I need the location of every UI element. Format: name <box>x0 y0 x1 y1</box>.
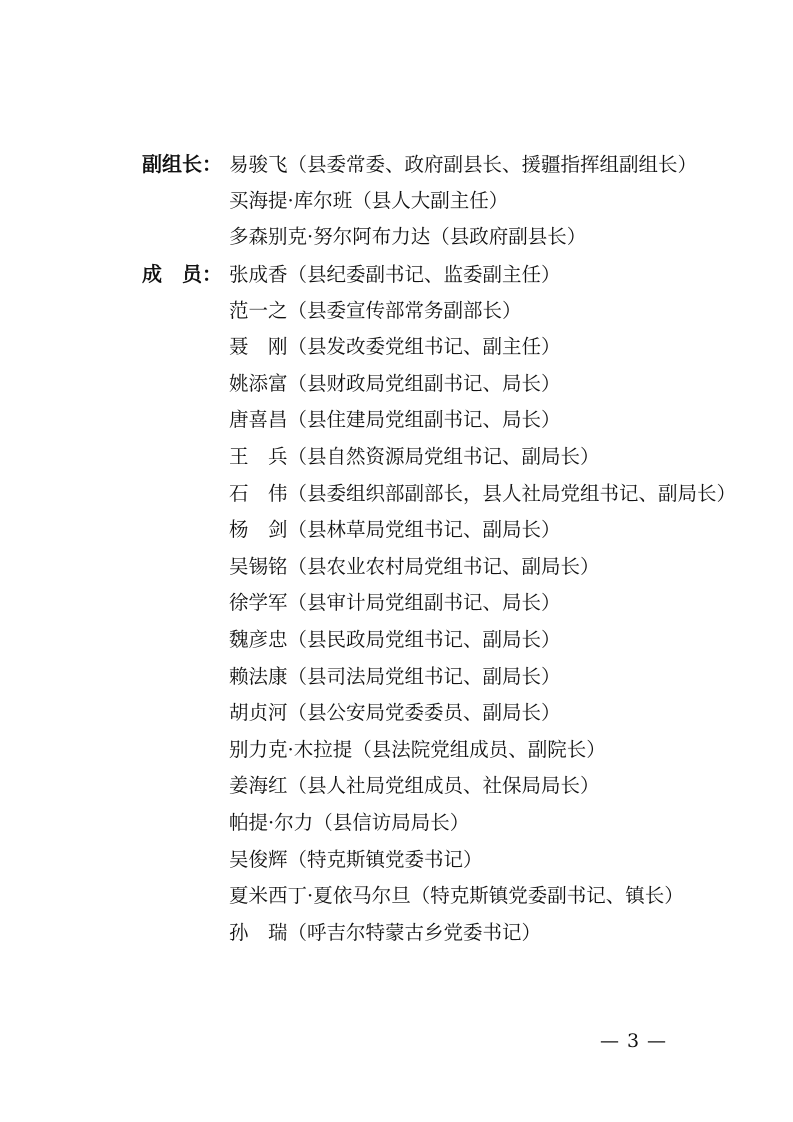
member-name: 吴俊辉 <box>229 847 288 871</box>
member-role: （呼吉尔特蒙古乡党委书记） <box>287 920 542 944</box>
member-name: 魏彦忠 <box>229 627 288 651</box>
member-name: 聂 刚 <box>229 335 288 359</box>
member-name: 易骏飞 <box>229 153 288 176</box>
list-item <box>142 585 742 622</box>
member-name: 买海提·库尔班 <box>229 188 353 212</box>
member-name: 唐喜昌 <box>229 408 288 432</box>
member-name: 杨 剑 <box>229 518 288 542</box>
list-item <box>142 439 742 476</box>
member-role: （县委组织部副部长，县人社局党组书记、副局长） <box>287 481 737 505</box>
member-name: 别力克·木拉提 <box>229 737 353 761</box>
list-item <box>142 146 742 183</box>
member-name: 姜海红 <box>229 774 288 798</box>
page-number: — 3 — <box>600 1030 667 1052</box>
list-item <box>142 768 742 805</box>
list-item <box>142 402 742 439</box>
member-role: （特克斯镇党委副书记、镇长） <box>410 884 684 908</box>
member-role: （县委常委、政府副县长、援疆指挥组副组长） <box>287 153 698 176</box>
list-item <box>142 183 742 220</box>
member-role: （县公安局党委委员、副局长） <box>287 701 561 725</box>
members-section <box>142 256 742 951</box>
member-role: （县委宣传部常务副部长） <box>287 298 522 322</box>
member-name: 赖法康 <box>229 664 288 688</box>
member-name: 姚添富 <box>229 371 288 395</box>
member-name: 帕提·尔力 <box>229 810 314 834</box>
member-role: （县人大副主任） <box>352 188 509 212</box>
member-name: 石 伟 <box>229 481 288 505</box>
member-name: 胡贞河 <box>229 701 288 725</box>
members-label: 成 员： <box>142 262 222 286</box>
member-role: （县人社局党组成员、社保局局长） <box>287 774 600 798</box>
member-role: （县自然资源局党组书记、副局长） <box>287 444 600 468</box>
list-item <box>142 366 742 403</box>
member-role: （县信访局局长） <box>313 810 470 834</box>
list-item <box>142 622 742 659</box>
list-item <box>142 256 742 293</box>
list-item <box>142 915 742 952</box>
list-item <box>142 732 742 769</box>
member-role: （县财政局党组副书记、局长） <box>287 371 561 395</box>
member-name: 孙 瑞 <box>229 920 288 944</box>
member-role: （县政府副县长） <box>430 225 587 249</box>
member-role: （县林草局党组书记、副局长） <box>287 518 561 542</box>
member-role: （县民政局党组书记、副局长） <box>287 627 561 651</box>
vice-leaders-label: 副组长： <box>142 152 222 176</box>
member-name: 张成香 <box>229 263 288 286</box>
member-role: （县司法局党组书记、副局长） <box>287 664 561 688</box>
list-item <box>142 512 742 549</box>
member-name: 王 兵 <box>229 444 288 468</box>
list-item <box>142 219 742 256</box>
list-item <box>142 695 742 732</box>
list-item <box>142 805 742 842</box>
list-item <box>142 842 742 879</box>
member-role: （特克斯镇党委书记） <box>287 847 483 871</box>
member-role: （县发改委党组书记、副主任） <box>287 335 561 359</box>
member-role: （县纪委副书记、监委副主任） <box>287 263 561 286</box>
member-role: （县住建局党组副书记、局长） <box>287 408 561 432</box>
member-name: 吴锡铭 <box>229 554 288 578</box>
list-item <box>142 549 742 586</box>
member-name: 夏米西丁·夏依马尔旦 <box>229 884 411 908</box>
vice-leaders-section <box>142 146 742 256</box>
list-item <box>142 329 742 366</box>
list-item <box>142 878 742 915</box>
list-item <box>142 476 742 513</box>
member-role: （县农业农村局党组书记、副局长） <box>287 554 600 578</box>
member-name: 徐学军 <box>229 591 288 615</box>
member-role: （县法院党组成员、副院长） <box>352 737 606 761</box>
member-role: （县审计局党组副书记、局长） <box>287 591 561 615</box>
member-name: 范一之 <box>229 298 288 322</box>
member-name: 多森别克·努尔阿布力达 <box>229 225 431 249</box>
list-item <box>142 659 742 696</box>
list-item <box>142 293 742 330</box>
